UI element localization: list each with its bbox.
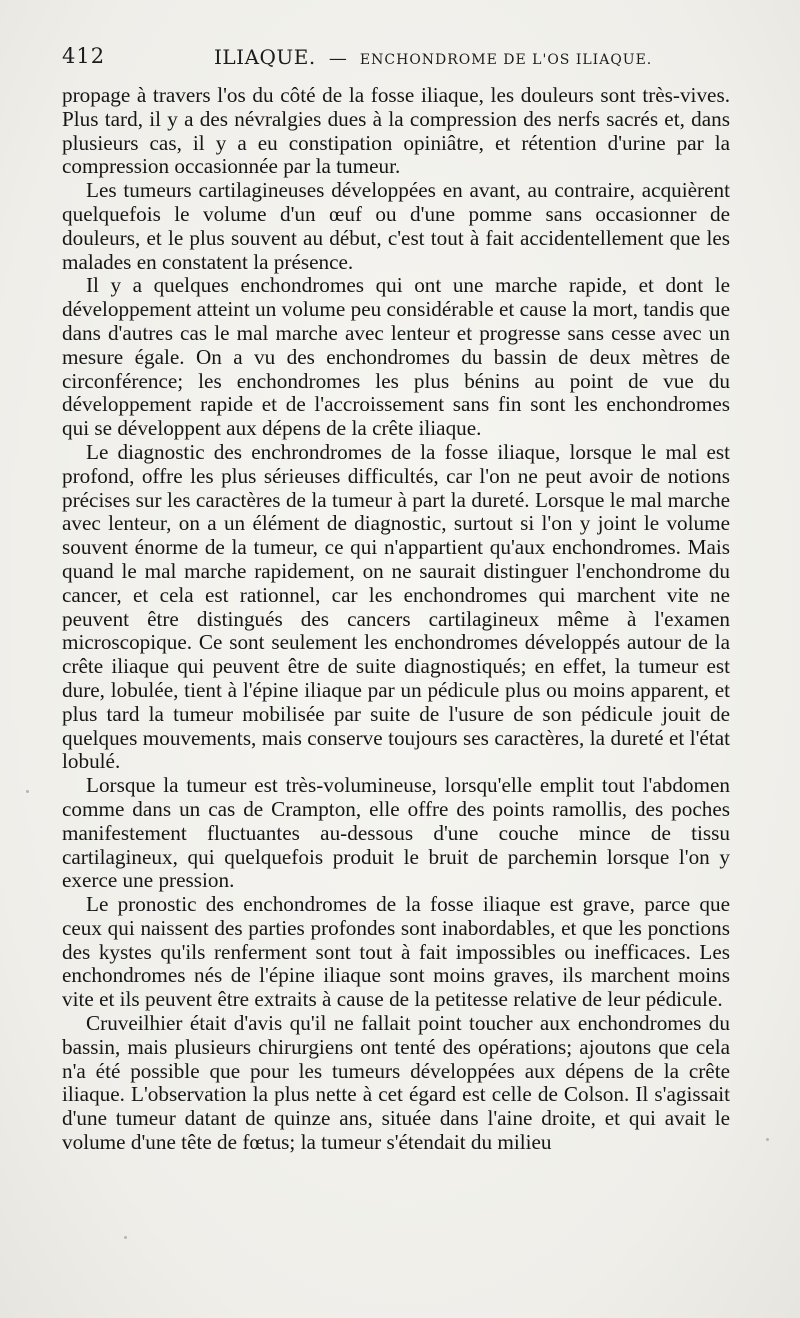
page-number: 412 [62,44,106,68]
page-header [62,44,742,74]
paragraph: propage à travers l'os du côté de la fosse iliaque, les douleurs sont très-vives. Plus tard, il y a des névralgies dues à la compression des nerfs sacrés et, dans plusieurs cas, il y a eu constipation opiniâtre, et rétention d'urine par la compression occasionnée par la tumeur. [62,83,730,179]
running-head-subtitle: ENCHONDROME DE L'OS ILIAQUE. [359,52,653,68]
running-head-title: ILIAQUE. [214,45,316,69]
paragraph: Les tumeurs cartilagineuses développées en avant, au contraire, acquièrent quelquefois le volume d'un œuf ou d'une pomme sans occasionner de douleurs, et le plus souvent au début, c'est tout à fait accidentellement que les malades en constatent la présence. [62,178,730,274]
paragraph: Cruveilhier était d'avis qu'il ne fallait point toucher aux enchondromes du bassin, mais plusieurs chirurgiens ont tenté des opérations; ajoutons que cela n'a été possible que pour les tumeurs développées aux dépens de la crête iliaque. L'observation la plus nette à cet égard est celle de Colson. Il s'agissait d'une tumeur datant de quinze ans, située dans l'aine droite, et qui avait le volume d'une tête de fœtus; la tumeur s'étendait du milieu [62,1011,730,1155]
paper-speck [124,1236,127,1239]
paragraph: Le pronostic des enchondromes de la fosse iliaque est grave, parce que ceux qui naissent des parties profondes sont inabordables, et que les ponctions des kystes qu'ils renferment sont tout à fait impossibles ou inefficaces. Les enchondromes nés de l'épine iliaque sont moins graves, ils marchent moins vite et ils peuvent être extraits à cause de la petitesse relative de leur pédicule. [62,892,730,1012]
paper-speck [26,790,29,793]
running-head [214,45,652,69]
paragraph: Lorsque la tumeur est très-volumineuse, lorsqu'elle emplit tout l'abdomen comme dans un cas de Crampton, elle offre des points ramollis, des poches manifestement fluctuantes au-dessous d'une couche mince de tissu cartilagineux, qui quelquefois produit le bruit de parchemin lorsque l'on y exerce une pression. [62,773,730,893]
paper-speck [766,1138,769,1141]
paragraph: Le diagnostic des enchrondromes de la fosse iliaque, lorsque le mal est profond, offre les plus sérieuses difficultés, car l'on ne peut avoir de notions précises sur les caractères de la tumeur à part la dureté. Lorsque le mal marche avec lenteur, on a un élément de diagnostic, surtout si l'on y joint le volume souvent énorme de la tumeur, ce qui n'appartient qu'aux enchondromes. Mais quand le mal marche rapidement, on ne saurait distinguer l'enchondrome du cancer, et cela est rationnel, car les enchondromes qui marchent vite ne peuvent être distingués des cancers cartilagineux même à l'examen microscopique. Ce sont seulement les enchondromes développés autour de la crête iliaque qui peuvent être de suite diagnostiqués; en effet, la tumeur est dure, lobulée, tient à l'épine iliaque par un pédicule plus ou moins apparent, et plus tard la tumeur mobilisée par suite de l'usure de son pédicule jouit de quelques mouvements, mais conserve toujours ses caractères, la dureté et l'état lobulé. [62,439,730,774]
body-text [62,84,730,1155]
running-head-separator: — [328,48,347,69]
paragraph: Il y a quelques enchondromes qui ont une marche rapide, et dont le développement atteint un volume peu considérable et cause la mort, tandis que dans d'autres cas le mal marche avec lenteur et progresse sans cesse avec un mesure égale. On a vu des enchondromes du bassin de deux mètres de circonférence; les enchondromes les plus bénins au point de vue du développement rapide et de l'accroissement sans fin sont les enchondromes qui se développent aux dépens de la crête iliaque. [62,273,730,441]
